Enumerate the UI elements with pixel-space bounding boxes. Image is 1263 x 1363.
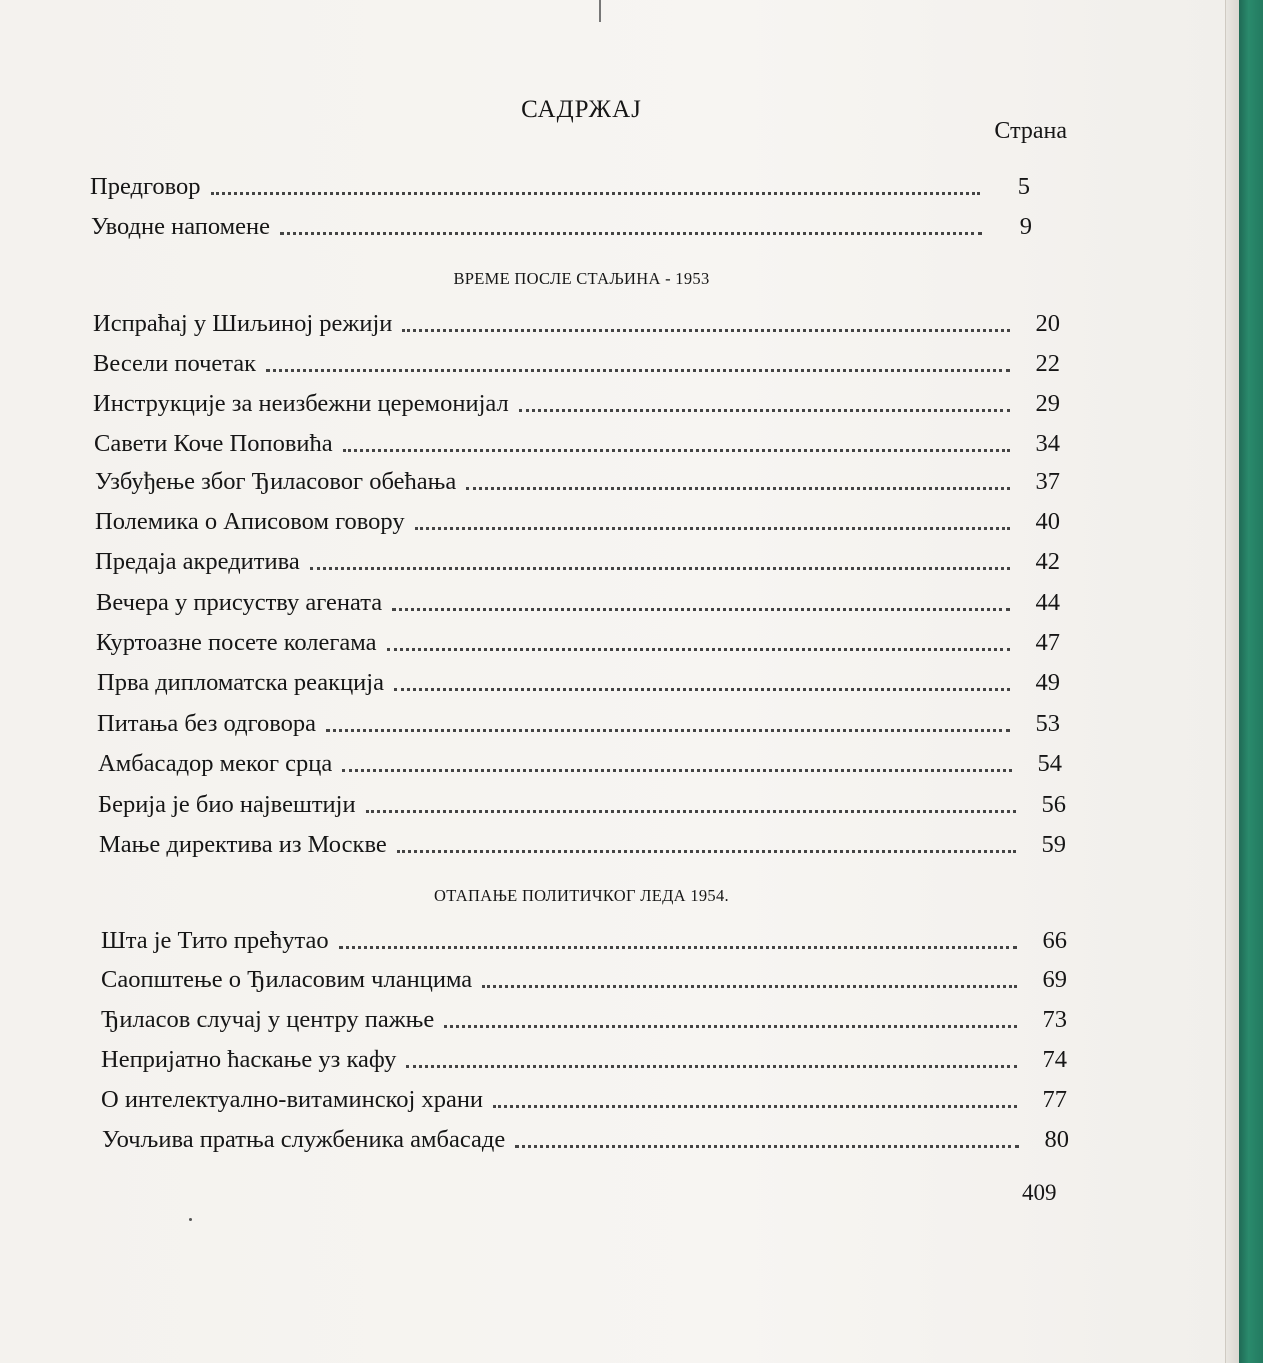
toc-entry-title: Вечера у присуству агената xyxy=(96,589,383,616)
toc-entry-page: 73 xyxy=(1042,1006,1067,1033)
toc-entry-page: 9 xyxy=(1019,213,1032,240)
toc-entry xyxy=(101,961,1067,995)
toc-entry xyxy=(101,1081,1067,1115)
toc-entry-title: Полемика о Аписовом говору xyxy=(95,508,405,535)
toc-entry-title: Предаја акредитива xyxy=(95,548,300,575)
toc-entry xyxy=(95,503,1060,537)
toc-entry xyxy=(101,1001,1067,1035)
toc-entry xyxy=(98,786,1066,820)
toc-entry xyxy=(98,745,1062,779)
toc-entry xyxy=(90,168,1030,202)
toc-entry xyxy=(93,385,1060,419)
dot-leader xyxy=(466,487,1010,490)
toc-entry-page: 40 xyxy=(1035,508,1060,535)
dot-leader xyxy=(343,449,1010,452)
toc-entry-title: Берија је био највештији xyxy=(98,791,356,818)
toc-entry-page: 20 xyxy=(1035,310,1060,337)
toc-entry-title: Инструкције за неизбежни церемонијал xyxy=(93,390,509,417)
toc-entry-title: Прва дипломатска реакција xyxy=(97,669,384,696)
toc-entry-page: 49 xyxy=(1035,669,1060,696)
dot-leader xyxy=(415,527,1010,530)
toc-entry-title: Испраћај у Шиљиној режији xyxy=(93,310,393,337)
dot-leader xyxy=(493,1105,1017,1108)
dot-leader xyxy=(402,329,1010,332)
dot-leader xyxy=(406,1065,1017,1068)
dot-leader xyxy=(444,1025,1017,1028)
toc-entry-page: 5 xyxy=(1017,173,1030,200)
page-notch xyxy=(599,0,601,22)
toc-entry-title: Савети Коче Поповића xyxy=(94,430,333,457)
toc-entry-title: Амбасадор меког срца xyxy=(98,750,333,777)
toc-entry-page: 34 xyxy=(1035,430,1060,457)
toc-entry-page: 56 xyxy=(1041,791,1066,818)
page-number: 409 xyxy=(1022,1180,1057,1205)
toc-entry xyxy=(91,208,1032,242)
toc-entry-page: 44 xyxy=(1035,589,1060,616)
toc-entry xyxy=(95,463,1060,497)
toc-entry-page: 59 xyxy=(1041,831,1066,858)
section-heading: ОТАПАЊЕ ПОЛИТИЧКОГ ЛЕДА 1954. xyxy=(434,886,729,905)
dot-leader xyxy=(519,409,1010,412)
book-cover-edge xyxy=(1239,0,1263,1363)
dot-leader xyxy=(280,232,982,235)
section-heading: ВРЕМЕ ПОСЛЕ СТАЉИНА - 1953 xyxy=(453,269,710,288)
page-edge xyxy=(1225,0,1240,1363)
dot-leader xyxy=(326,729,1010,732)
toc-entry-title: Уводне напомене xyxy=(91,213,271,240)
toc-entry-page: 37 xyxy=(1035,468,1060,495)
page-column-heading: Страна xyxy=(994,118,1067,144)
toc-entry xyxy=(93,345,1060,379)
dot-leader xyxy=(397,850,1016,853)
toc-entry xyxy=(94,425,1060,459)
toc-entry-title: Питања без одговора xyxy=(97,710,316,737)
toc-entry-page: 53 xyxy=(1035,710,1060,737)
toc-entry xyxy=(101,1041,1067,1075)
toc-entry-title: Уочљива пратња службеника амбасаде xyxy=(102,1126,506,1153)
toc-entry-page: 42 xyxy=(1035,548,1060,575)
toc-entry-page: 80 xyxy=(1044,1126,1069,1153)
toc-entry xyxy=(95,543,1060,577)
dot-leader xyxy=(387,648,1010,651)
toc-entry-title: Предговор xyxy=(90,173,201,200)
toc-entry-page: 47 xyxy=(1035,629,1060,656)
toc-entry xyxy=(96,624,1060,658)
dot-leader xyxy=(342,769,1012,772)
dot-leader xyxy=(211,192,980,195)
toc-entry-title: О интелектуално-витаминској храни xyxy=(101,1086,484,1113)
dot-leader xyxy=(339,946,1017,949)
dot-leader xyxy=(482,985,1017,988)
paper-speck xyxy=(189,1218,192,1221)
toc-entry-title: Шта је Тито прећутао xyxy=(101,927,329,954)
toc-entry-page: 22 xyxy=(1035,350,1060,377)
toc-entry xyxy=(93,305,1060,339)
dot-leader xyxy=(392,608,1010,611)
toc-entry xyxy=(97,705,1060,739)
dot-leader xyxy=(394,688,1010,691)
toc-entry-title: Непријатно ћаскање уз кафу xyxy=(101,1046,397,1073)
toc-entry-title: Куртоазне посете колегама xyxy=(96,629,377,656)
toc-entry-title: Мање директива из Москве xyxy=(99,831,387,858)
dot-leader xyxy=(515,1145,1019,1148)
dot-leader xyxy=(266,369,1010,372)
dot-leader xyxy=(310,567,1010,570)
toc-entry xyxy=(97,664,1060,698)
toc-entry-page: 77 xyxy=(1042,1086,1067,1113)
toc-entry-title: Саопштење о Ђиласовим чланцима xyxy=(101,966,473,993)
toc-entry-page: 69 xyxy=(1042,966,1067,993)
toc-entry-title: Узбуђење због Ђиласовог обећања xyxy=(95,468,457,495)
toc-entry-page: 66 xyxy=(1042,927,1067,954)
toc-entry-title: Весели почетак xyxy=(93,350,257,377)
toc-entry xyxy=(99,826,1066,860)
toc-entry-page: 74 xyxy=(1042,1046,1067,1073)
toc-entry-page: 29 xyxy=(1035,390,1060,417)
dot-leader xyxy=(366,810,1016,813)
contents-title: САДРЖАЈ xyxy=(521,96,642,123)
toc-entry xyxy=(102,1121,1069,1155)
toc-entry-page: 54 xyxy=(1037,750,1062,777)
toc-entry xyxy=(96,584,1060,618)
toc-entry xyxy=(101,922,1067,956)
toc-entry-title: Ђиласов случај у центру пажње xyxy=(101,1006,435,1033)
